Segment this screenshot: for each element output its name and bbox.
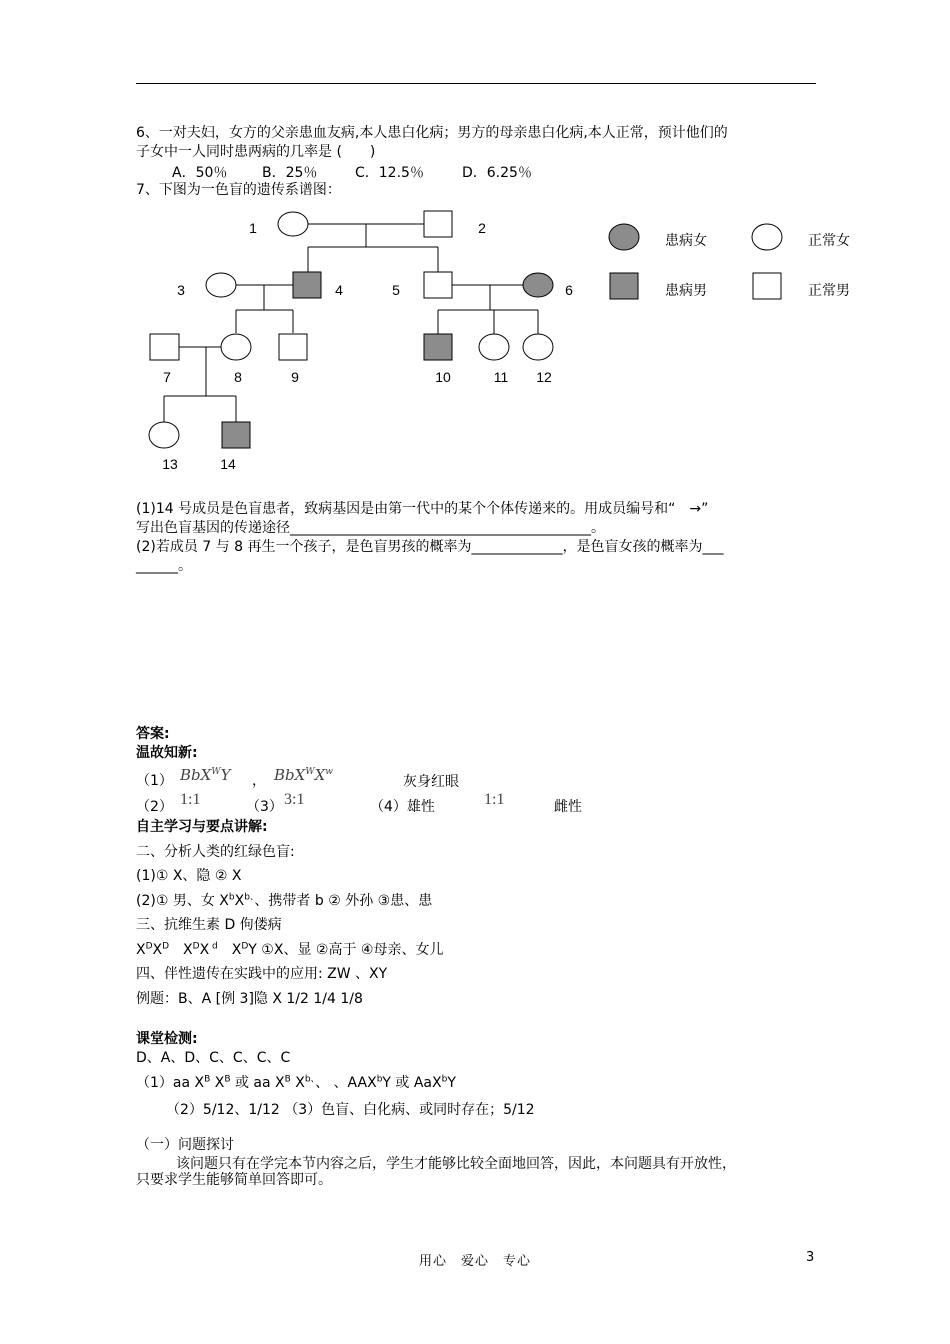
label-member-3: 3 <box>177 282 185 298</box>
self-study-heading: 自主学习与要点讲解: <box>136 819 268 835</box>
review-item1-label: （1） <box>136 773 173 789</box>
label-member-5: 5 <box>392 282 400 298</box>
inquiry-line2: 只要求学生能够简单回答即可。 <box>136 1172 332 1188</box>
label-member-8: 8 <box>234 369 242 385</box>
review-item1-note: 灰身红眼 <box>403 774 459 790</box>
label-member-1: 1 <box>249 220 257 236</box>
member-5-normal-male <box>424 272 452 298</box>
member-6-affected-female <box>523 273 553 297</box>
label-member-9: 9 <box>291 369 299 385</box>
label-member-10: 10 <box>435 369 451 385</box>
member-3-normal-female <box>206 273 236 297</box>
section2-title: 二、分析人类的红绿色盲: <box>136 844 295 860</box>
review-item2-label: （2） <box>136 799 173 815</box>
pedigree-lines <box>164 224 538 422</box>
q6-line1: 6、一对夫妇，女方的父亲患血友病,本人患白化病；男方的母亲患白化病,本人正常，预计他们的 <box>136 125 728 141</box>
label-member-12: 12 <box>536 369 552 385</box>
label-member-4: 4 <box>335 282 343 298</box>
pedigree-chart <box>0 0 950 480</box>
label-member-7: 7 <box>163 369 171 385</box>
answers-heading: 答案: <box>136 726 170 742</box>
q7-part2-line1: (2)若成员 7 与 8 再生一个孩子，是色盲男孩的概率为_____________，是色盲女孩的概率为___ <box>136 539 724 555</box>
q6-option-d: D．6.25％ <box>462 165 532 181</box>
member-8-normal-female <box>221 334 251 360</box>
legend-normal-male-label: 正常男 <box>808 283 850 299</box>
member-12-normal-female <box>523 334 553 360</box>
review-item4-note: 雌性 <box>554 799 582 815</box>
class-check-heading: 课堂检测: <box>136 1031 198 1047</box>
member-4-affected-male <box>293 272 321 298</box>
page-number: 3 <box>806 1250 815 1265</box>
review-item1-formula2: $BbX^WX^w$ <box>274 766 333 784</box>
page-footer: 用心 爱心 专心 <box>418 1254 531 1269</box>
q7-part1-line1: (1)14 号成员是色盲患者，致病基因是由第一代中的某个个体传递来的。用成员编号和“ →” <box>136 501 709 517</box>
review-item1-formula1: BbX$^W$Y <box>180 766 231 784</box>
member-7-normal-male <box>150 334 179 360</box>
class-check-line2: （1）aa $X^B$ $X^B$ 或 aa $X^B$ $X^{b、}$、 、AAX$^b$Y 或 AaX$^b$Y <box>136 1074 456 1091</box>
class-check-line1: D、A、D、C、C、C、C <box>136 1050 291 1066</box>
review-item1-separator: ， <box>252 773 266 789</box>
member-1-normal-female <box>278 212 308 236</box>
q6-option-a: A．50％ <box>172 165 228 181</box>
member-9-normal-male <box>279 334 307 360</box>
label-member-13: 13 <box>162 456 178 472</box>
label-member-6: 6 <box>565 282 573 298</box>
member-2-normal-male <box>424 211 452 237</box>
member-11-normal-female <box>479 334 509 360</box>
q7-part2-line2: ______。 <box>136 558 192 574</box>
q7-part1-line2: 写出色盲基因的传递途径___________________________________________。 <box>136 520 605 536</box>
label-member-11: 11 <box>493 369 509 385</box>
section2-line1: (1)① X、隐 ② X <box>136 868 242 884</box>
review-item4-ratio: 1:1 <box>484 791 505 808</box>
q6-line2: 子女中一人同时患两病的几率是 ( ) <box>136 144 376 160</box>
legend-affected-male-symbol <box>610 273 638 299</box>
inquiry-line1: 该问题只有在学完本节内容之后，学生才能够比较全面地回答，因此，本问题具有开放性， <box>176 1156 736 1172</box>
example-line: 例题：B、A [例 3]隐 X 1/2 1/4 1/8 <box>136 991 363 1007</box>
review-item2-ratio: 1:1 <box>180 791 201 808</box>
legend-normal-female-symbol <box>752 224 782 250</box>
label-member-14: 14 <box>220 456 236 472</box>
legend-normal-male-symbol <box>753 273 781 299</box>
section3-title: 三、抗维生素 D 佝偻病 <box>136 917 282 933</box>
q7-title: 7、下图为一色盲的遗传系谱图： <box>136 182 341 198</box>
label-member-2: 2 <box>478 220 486 236</box>
section3-line1: $X^DX^D$ $X^DX$ $^d$ $X^DY$ ①X、显 ②高于 ④母亲、女儿 <box>136 941 444 958</box>
review-item4-label: （4）雄性 <box>370 799 435 815</box>
q6-option-b: B．25％ <box>262 165 318 181</box>
q6-option-c: C．12.5％ <box>355 165 424 181</box>
legend-normal-female-label: 正常女 <box>808 233 850 249</box>
legend-affected-female-symbol <box>609 224 639 250</box>
inquiry-title: （一）问题探讨 <box>136 1137 234 1153</box>
legend-affected-male-label: 患病男 <box>665 283 707 299</box>
section4-title: 四、伴性遗传在实践中的应用: ZW 、XY <box>136 966 388 982</box>
member-13-normal-female <box>149 422 179 448</box>
member-10-affected-male <box>424 334 452 360</box>
section2-line2: (2)① 男、女 $X^bX^{b、}$、携带者 b ② 外孙 ③患、患 <box>136 892 433 909</box>
review-heading: 温故知新: <box>136 745 198 761</box>
review-item3-ratio: 3:1 <box>284 791 305 808</box>
legend-affected-female-label: 患病女 <box>665 233 707 249</box>
class-check-line3: （2）5/12、1/12 （3）色盲、白化病、或同时存在；5/12 <box>166 1102 535 1118</box>
member-14-affected-male <box>222 422 250 448</box>
review-item3-label: （3） <box>246 799 283 815</box>
